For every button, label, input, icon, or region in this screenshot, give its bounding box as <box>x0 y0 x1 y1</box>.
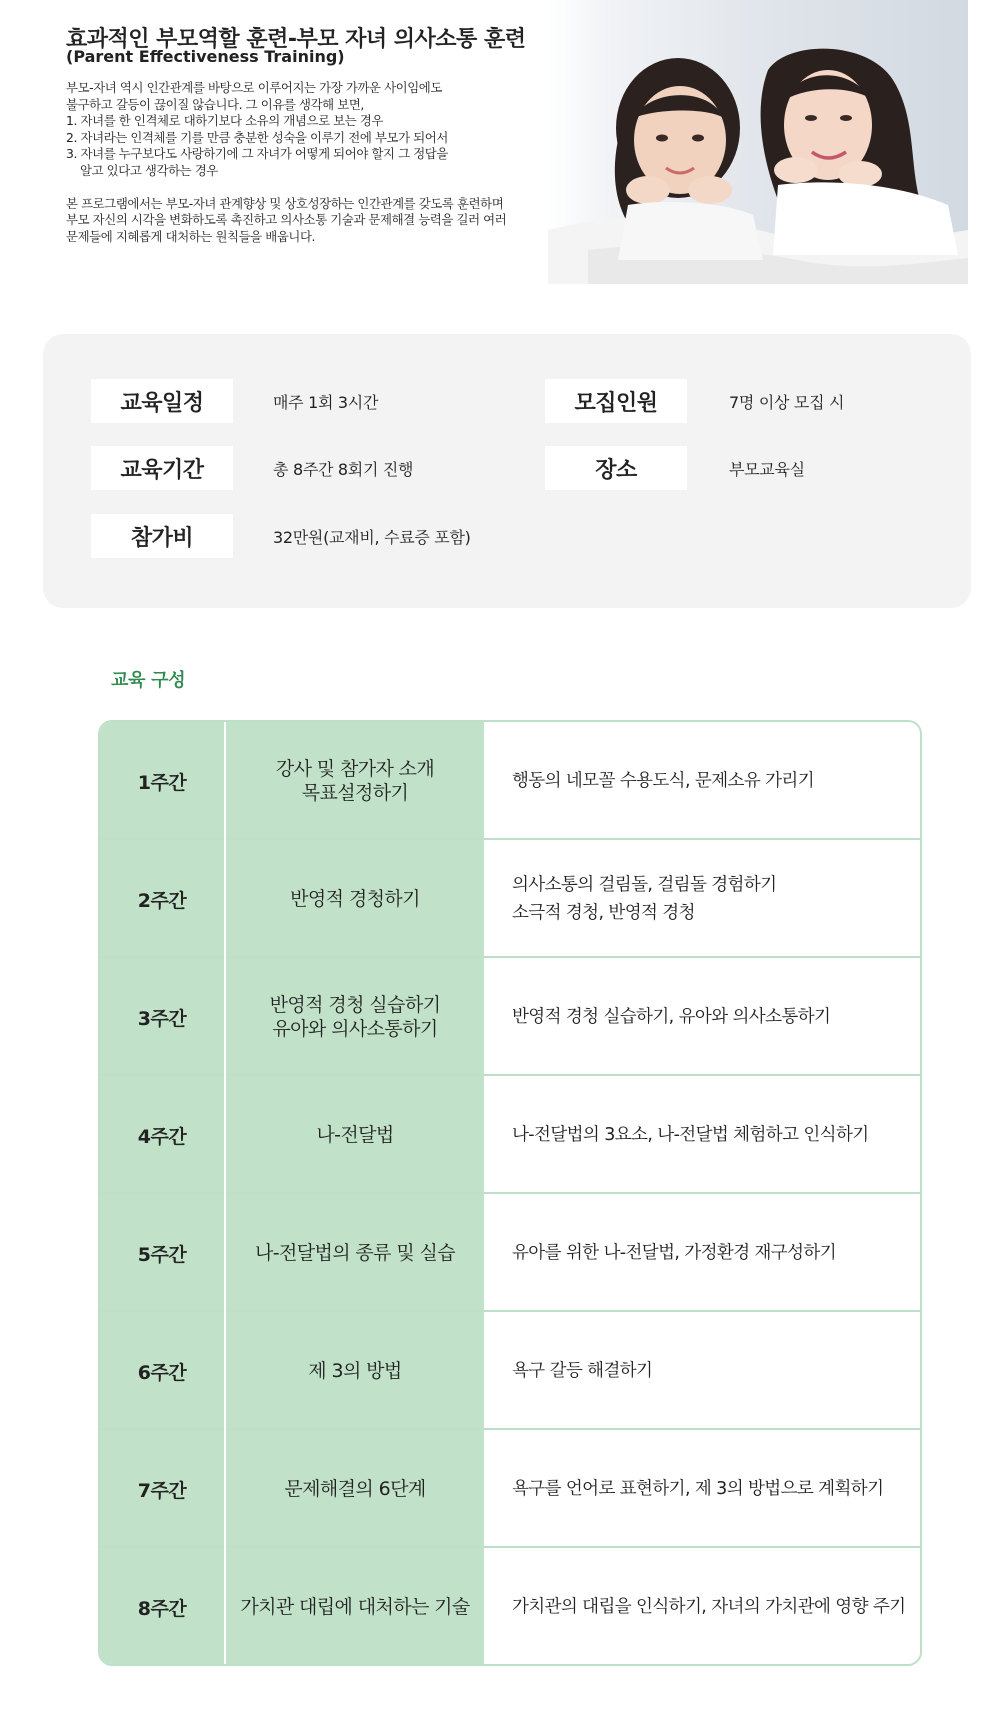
week-cell: 7주간 <box>100 1430 224 1548</box>
week-cell: 8주간 <box>100 1548 224 1666</box>
period-value: 총 8주간 8회기 진행 <box>273 459 414 479</box>
description-cell: 반영적 경청 실습하기, 유아와 의사소통하기 <box>512 1007 831 1027</box>
table-row <box>100 1430 920 1548</box>
page-title: 효과적인 부모역할 훈련-부모 자녀 의사소통 훈련 <box>66 27 526 52</box>
week-cell: 4주간 <box>100 1076 224 1194</box>
table-row <box>100 1076 920 1194</box>
table-row <box>100 840 920 958</box>
description-cell: 욕구 갈등 해결하기 <box>512 1361 653 1381</box>
topic-cell: 반영적 경청하기 <box>226 840 484 958</box>
intro-line: 부모-자녀 역시 인간관계를 바탕으로 이루어지는 가장 가까운 사이임에도 <box>66 80 442 95</box>
place-label: 장소 <box>545 446 687 490</box>
place-value: 부모교육실 <box>729 459 805 479</box>
curriculum-table <box>98 720 922 1666</box>
recruit-label: 모집인원 <box>545 379 687 423</box>
intro-line: 알고 있다고 생각하는 경우 <box>80 162 218 178</box>
description-cell: 의사소통의 걸림돌, 걸림돌 경험하기 소극적 경청, 반영적 경청 <box>512 875 777 923</box>
column-divider <box>224 722 226 1664</box>
description-cell: 나-전달법의 3요소, 나-전달법 체험하고 인식하기 <box>512 1125 869 1145</box>
intro-line: 2. 자녀라는 인격체를 기를 만큼 충분한 성숙을 이루기 전에 부모가 되어서 <box>66 129 448 145</box>
topic-cell: 가치관 대립에 대처하는 기술 <box>226 1548 484 1666</box>
intro-description <box>66 80 566 245</box>
week-cell: 3주간 <box>100 958 224 1076</box>
paragraph-gap <box>66 180 566 196</box>
topic-cell: 나-전달법의 종류 및 실습 <box>226 1194 484 1312</box>
intro-section <box>0 0 1000 290</box>
table-row <box>100 1194 920 1312</box>
table-row <box>100 1548 920 1666</box>
intro-line: 1. 자녀를 한 인격체로 대하기보다 소유의 개념으로 보는 경우 <box>66 113 383 129</box>
week-cell: 5주간 <box>100 1194 224 1312</box>
table-row <box>100 722 920 840</box>
topic-cell: 제 3의 방법 <box>226 1312 484 1430</box>
table-row <box>100 1312 920 1430</box>
intro-line: 문제들에 지혜롭게 대처하는 원칙들을 배웁니다. <box>66 228 316 244</box>
week-cell: 2주간 <box>100 840 224 958</box>
intro-line: 불구하고 갈등이 끊이질 않습니다. 그 이유를 생각해 보면, <box>66 96 364 112</box>
period-label: 교육기간 <box>91 446 233 490</box>
topic-cell: 나-전달법 <box>226 1076 484 1194</box>
page-subtitle: (Parent Effectiveness Training) <box>66 47 345 66</box>
topic-cell: 강사 및 참가자 소개 목표설정하기 <box>226 722 484 840</box>
curriculum-title: 교육 구성 <box>111 670 186 691</box>
fee-label: 참가비 <box>91 514 233 558</box>
week-cell: 1주간 <box>100 722 224 840</box>
program-info-box <box>43 334 971 608</box>
recruit-value: 7명 이상 모집 시 <box>729 392 845 412</box>
intro-line: 본 프로그램에서는 부모-자녀 관계향상 및 상호성장하는 인간관계를 갖도록 훈련하며 <box>66 195 504 211</box>
topic-cell: 문제해결의 6단계 <box>226 1430 484 1548</box>
fee-value: 32만원(교재비, 수료증 포함) <box>273 527 471 547</box>
topic-cell: 반영적 경청 실습하기 유아와 의사소통하기 <box>226 958 484 1076</box>
schedule-value: 매주 1회 3시간 <box>273 392 379 412</box>
description-cell: 가치관의 대립을 인식하기, 자녀의 가치관에 영향 주기 <box>512 1597 906 1617</box>
intro-line: 부모 자신의 시각을 변화하도록 촉진하고 의사소통 기술과 문제해결 능력을 길러 여러 <box>66 212 507 228</box>
intro-line: 3. 자녀를 누구보다도 사랑하기에 그 자녀가 어떻게 되어야 할지 그 정답을 <box>66 146 448 162</box>
description-cell: 욕구를 언어로 표현하기, 제 3의 방법으로 계획하기 <box>512 1479 884 1499</box>
week-cell: 6주간 <box>100 1312 224 1430</box>
description-cell: 행동의 네모꼴 수용도식, 문제소유 가리기 <box>512 771 814 791</box>
table-row <box>100 958 920 1076</box>
mother-daughter-photo <box>548 0 968 284</box>
description-cell: 유아를 위한 나-전달법, 가정환경 재구성하기 <box>512 1243 837 1263</box>
schedule-label: 교육일정 <box>91 379 233 423</box>
